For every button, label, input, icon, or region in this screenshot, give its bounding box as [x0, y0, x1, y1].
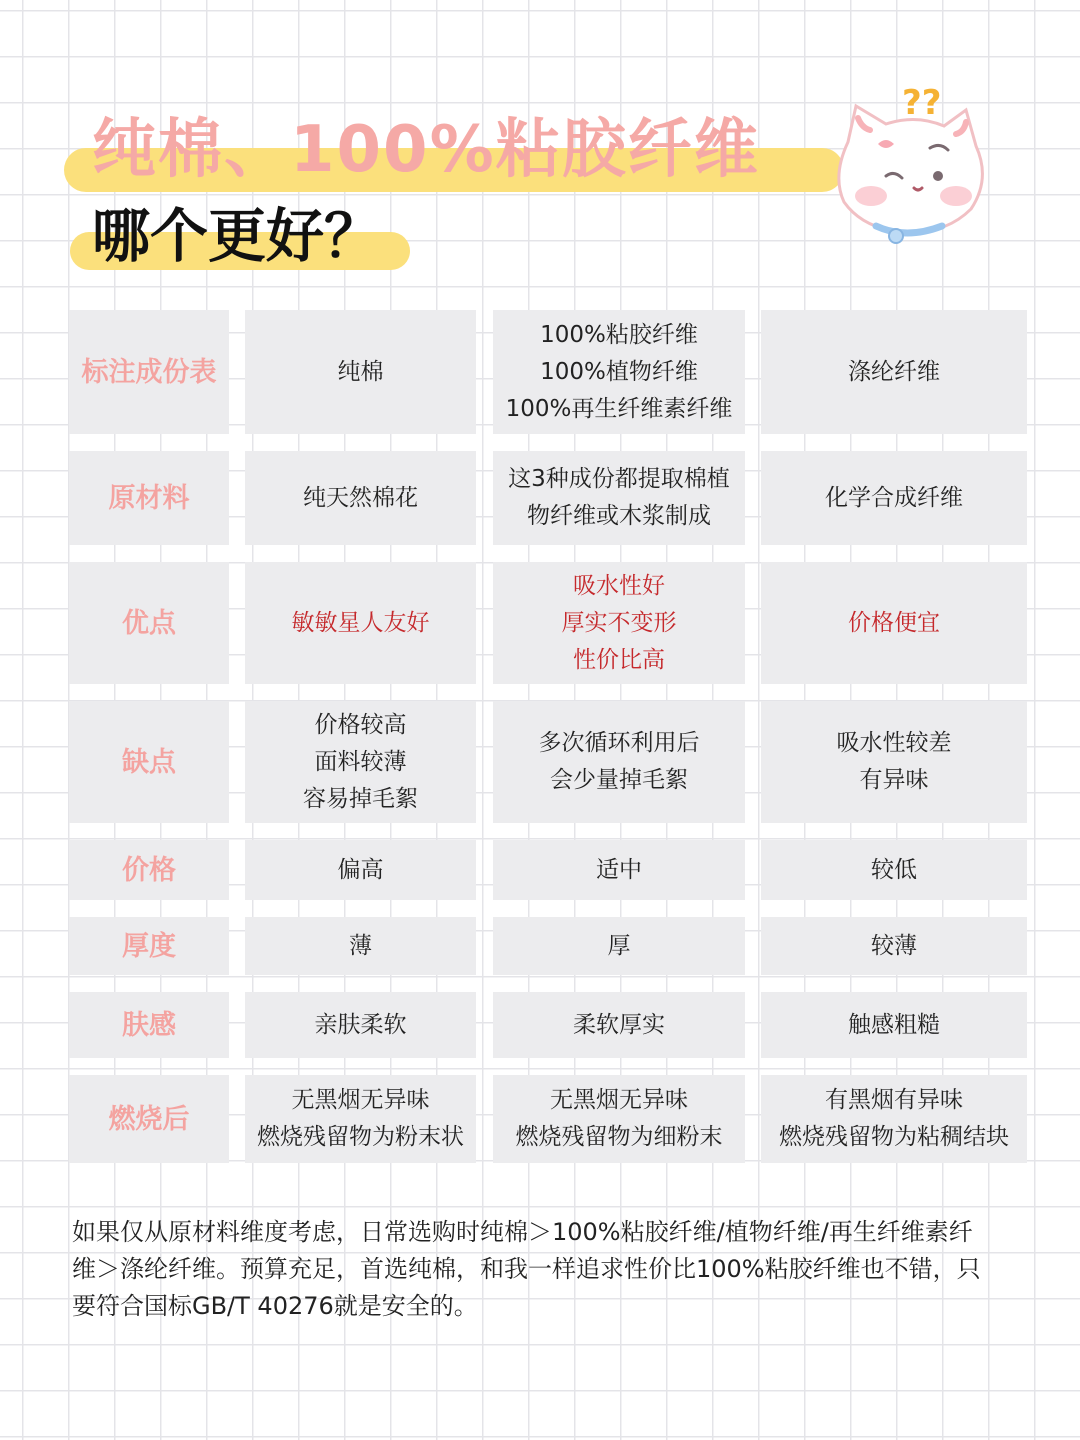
- cell-text-line: 多次循环利用后: [538, 730, 700, 756]
- cell-text-line: 较低: [871, 856, 917, 883]
- cell-text-line: 价格便宜: [848, 609, 940, 636]
- cell-text-line: 有黑烟有异味: [825, 1087, 963, 1113]
- cell-text-line: 较薄: [871, 932, 917, 959]
- table-cell: [245, 1075, 476, 1163]
- table-cell: [493, 917, 745, 975]
- row-label: 肤感: [69, 992, 229, 1058]
- cell-text-line: 燃烧残留物为粉末状: [257, 1124, 464, 1150]
- question-marks: ??: [902, 84, 942, 123]
- table-row: [69, 451, 1027, 545]
- table-cell: [245, 917, 476, 975]
- cell-text-line: 厚实不变形: [561, 609, 677, 636]
- confused-cat-icon: [826, 84, 1006, 254]
- cell-text-line: 偏高: [337, 856, 384, 883]
- cell-text-line: 纯棉: [337, 358, 384, 385]
- cell-text-line: 无黑烟无异味: [550, 1087, 688, 1113]
- row-label: 标注成份表: [69, 310, 229, 434]
- summary-paragraph: 如果仅从原材料维度考虑，日常选购时纯棉＞100%粘胶纤维/植物纤维/再生纤维素纤维＞涤纶纤维。预算充足，首选纯棉，和我一样追求性价比100%粘胶纤维也不错，只要符合国标GB/T 40276就是安全的。: [72, 1218, 981, 1320]
- table-cell: [493, 701, 745, 823]
- cell-text-line: 燃烧残留物为细粉末: [515, 1124, 723, 1150]
- cell-text-line: 薄: [349, 932, 372, 959]
- table-cell: [761, 562, 1027, 684]
- page-title: 纯棉、100%粘胶纤维: [92, 113, 760, 187]
- cell-text-line: 容易掉毛絮: [303, 785, 418, 812]
- table-row: [69, 310, 1027, 434]
- comparison-table: [69, 310, 1027, 1180]
- row-label: 燃烧后: [69, 1075, 229, 1163]
- cell-text-line: 吸水性好: [573, 572, 665, 599]
- row-label: 原材料: [69, 451, 229, 545]
- table-cell: [245, 451, 476, 545]
- table-cell: [761, 917, 1027, 975]
- table-cell: [493, 992, 745, 1058]
- title-line-1-block: [64, 108, 854, 198]
- row-label: 价格: [69, 840, 229, 900]
- cell-text-line: 触感粗糙: [848, 1011, 940, 1038]
- table-cell: [761, 701, 1027, 823]
- table-cell: [245, 840, 476, 900]
- row-label: 厚度: [69, 917, 229, 975]
- title-line-2-block: [70, 196, 430, 276]
- table-row: [69, 992, 1027, 1058]
- table-cell: [761, 1075, 1027, 1163]
- cell-text-line: 适中: [596, 856, 642, 883]
- row-label: 缺点: [69, 701, 229, 823]
- table-row: [69, 1075, 1027, 1163]
- table-row: [69, 562, 1027, 684]
- cell-text-line: 100%植物纤维: [540, 358, 698, 385]
- table-cell: [493, 310, 745, 434]
- cell-text-line: 吸水性较差: [836, 730, 952, 756]
- cell-text-line: 100%粘胶纤维: [540, 321, 698, 348]
- table-cell: [761, 992, 1027, 1058]
- cell-text-line: 100%再生纤维素纤维: [505, 395, 733, 422]
- cell-text-line: 面料较薄: [314, 748, 407, 775]
- table-cell: [245, 701, 476, 823]
- cell-text-line: 亲肤柔软: [314, 1011, 407, 1038]
- cell-text-line: 性价比高: [573, 646, 665, 673]
- table-cell: [761, 310, 1027, 434]
- table-row: [69, 840, 1027, 900]
- table-cell: [761, 451, 1027, 545]
- cell-text-line: 涤纶纤维: [848, 358, 940, 385]
- cell-text-line: 燃烧残留物为粘稠结块: [779, 1124, 1009, 1150]
- cell-text-line: 纯天然棉花: [303, 484, 418, 511]
- cell-text-line: 无黑烟无异味: [291, 1087, 430, 1113]
- cell-text-line: 价格较高: [314, 711, 407, 738]
- table-cell: [245, 562, 476, 684]
- cell-text-line: 厚: [607, 932, 631, 959]
- row-label: 优点: [69, 562, 229, 684]
- cell-text-line: 敏敏星人友好: [291, 609, 430, 636]
- cell-text-line: 会少量掉毛絮: [550, 767, 688, 793]
- table-row: [69, 701, 1027, 823]
- table-cell: [245, 992, 476, 1058]
- table-row: [69, 917, 1027, 975]
- table-cell: [245, 310, 476, 434]
- table-cell: [493, 840, 745, 900]
- table-cell: [493, 562, 745, 684]
- table-cell: [493, 451, 745, 545]
- cell-text-line: 这3种成份都提取棉植: [508, 466, 730, 492]
- table-cell: [493, 1075, 745, 1163]
- page-subtitle: 哪个更好？: [92, 202, 383, 270]
- cell-text-line: 有异味: [859, 767, 929, 793]
- cell-text-line: 柔软厚实: [573, 1011, 665, 1038]
- cell-text-line: 物纤维或木浆制成: [527, 503, 711, 529]
- cell-text-line: 化学合成纤维: [825, 484, 963, 511]
- table-cell: [761, 840, 1027, 900]
